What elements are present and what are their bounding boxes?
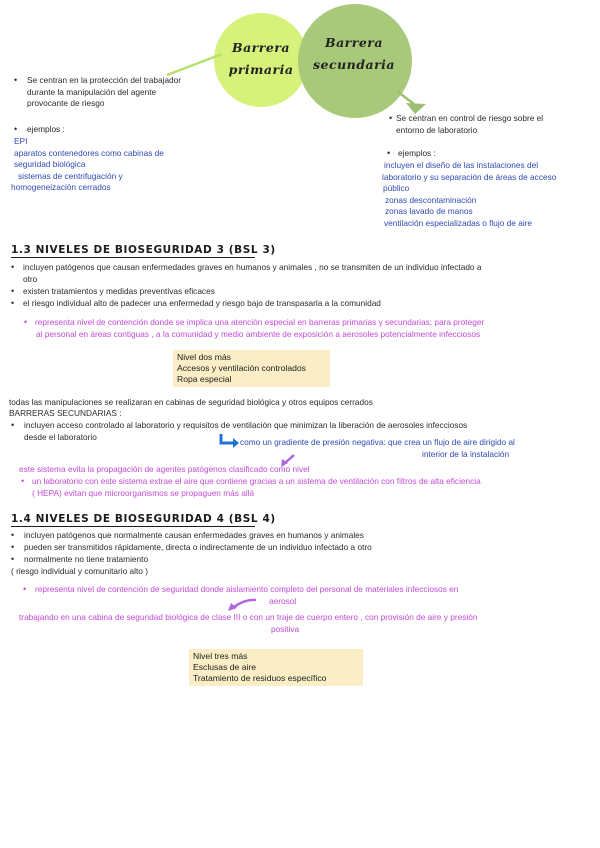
secondary-label-line1: Barrera (325, 35, 383, 50)
box-line: Nivel dos más (177, 352, 231, 362)
bullet-dot: • (11, 298, 15, 308)
bullet-dot: • (11, 286, 15, 296)
secondary-circle-label (306, 32, 402, 76)
bullet-dot: • (11, 554, 15, 564)
box-line: Nivel tres más (193, 651, 248, 661)
example-item: sistemas de centrifugación y (18, 170, 123, 181)
bsl3-pink-bullet-2 (32, 476, 481, 499)
secondary-arrow-line (398, 92, 414, 104)
box-line: Accesos y ventilación controlados (177, 363, 306, 373)
bullet-dot: • (14, 75, 18, 85)
example-item: zonas lavado de manos (385, 206, 473, 217)
bullet-dot: • (11, 262, 15, 272)
secondary-label-line2: secundaria (312, 57, 396, 72)
primary-label-line2: primaria (228, 62, 294, 77)
example-item: aparatos contenedores como cabinas de (14, 147, 164, 158)
bullet-dot: • (24, 317, 28, 327)
text-line: ( HEPA) evitan que microorganismos se propaguen más allá (32, 487, 255, 498)
blue-arrow-icon (218, 433, 240, 449)
example-item: homogeneización cerrados (11, 182, 111, 193)
text-line: interior de la instalación (422, 448, 510, 459)
example-item: EPI (14, 136, 28, 146)
purple-arrow-icon (225, 597, 259, 613)
bsl4-bullet-3: normalmente no tiene tratamiento (24, 554, 149, 564)
example-item: incluyen el diseño de las instalaciones del (384, 160, 539, 170)
text-line: Se centran en control de riesgo sobre el (396, 113, 544, 123)
text-line: incluyen acceso controlado al laboratorio y requisitos de ventilación que minimizan la liberación de aerosoles infecciosos (24, 420, 468, 430)
text-line: trabajando en una cabina de seguridad biológica de clase III o con un traje de cuerpo entero , con provisión de aire y presión (19, 612, 478, 622)
bsl4-risk: ( riesgo individual y comunitario alto ) (11, 566, 148, 576)
bsl3-pink-bullet (35, 317, 484, 340)
bsl3-bullet-1-cont: otro (23, 274, 38, 284)
bsl3-bullet-3: el riesgo individual alto de padecer una enfermedad y riesgo bajo de transpasarla a la comunidad (23, 298, 381, 308)
text-line: Se centran en la protección del trabajador (27, 75, 182, 85)
bsl3-line-a: todas las manipulaciones se realizaran en cabinas de seguridad biológica y otros equipos cerrados (9, 397, 373, 407)
bsl3-summary-box (173, 350, 330, 387)
text-line: aerosol (269, 595, 297, 606)
example-item: público (383, 183, 410, 194)
bsl3-heading-underline (11, 257, 255, 258)
text-line: como un gradiente de presión negativa: que crea un flujo de aire dirigido al (240, 437, 515, 447)
bullet-dot: • (21, 476, 25, 486)
secondary-bullet-text (396, 113, 543, 136)
bsl4-summary-box (189, 649, 363, 686)
bullet-dot: • (387, 148, 391, 158)
text-line: un laboratorio con este sistema extrae el aire que contiene gracias a un sistema de ventilación con filtros de alta eficiencia (32, 476, 481, 486)
bullet-dot: • (23, 584, 27, 594)
bsl4-bullet-1: incluyen patógenos que normalmente causan enfermedades graves en humanos y animales (24, 530, 364, 540)
bsl3-bullet-1: incluyen patógenos que causan enfermedades graves en humanos y animales , no se transmiten de un individuo infectado a (23, 262, 482, 272)
box-line: Esclusas de aire (193, 662, 257, 672)
box-line: Ropa especial (177, 374, 232, 384)
bsl3-line-b: BARRERAS SECUNDARIAS : (9, 408, 122, 418)
box-line: Tratamiento de residuos específico (193, 673, 327, 683)
primary-examples-label: ejemplos : (27, 124, 65, 134)
bullet-dot: • (14, 124, 18, 134)
text-line: representa nivel de contención de seguridad donde aislamiento completo del personal de materiales infecciosos en (35, 584, 459, 594)
primary-label-line1: Barrera (232, 40, 290, 55)
bullet-dot: • (11, 542, 15, 552)
bsl4-pink-line (19, 612, 477, 635)
primary-arrow-line (167, 54, 222, 75)
bsl4-heading: 1.4 NIVELES DE BIOSEGURIDAD 4 (BSL 4) (11, 513, 276, 525)
text-line: entorno de laboratorio (396, 124, 478, 135)
bsl4-heading-underline (11, 526, 255, 527)
bsl3-pink-line: este sistema evita la propagación de agentes patógenos clasificado como nivel (19, 464, 310, 474)
primary-bullet-text (27, 75, 181, 110)
bullet-dot: • (389, 113, 393, 123)
text-line: desde el laboratorio (24, 431, 97, 442)
text-line: al personal en áreas contiguas , a la comunidad y medio ambiente de exposición a aerosoles potencialmente infecciosos (36, 328, 481, 339)
bullet-dot: • (11, 420, 15, 430)
example-item: ventilación especializadas o flujo de aire (384, 217, 533, 228)
text-line: positiva (271, 623, 300, 634)
secondary-examples-label: ejemplos : (398, 148, 436, 158)
primary-circle-label (219, 37, 303, 81)
bsl3-bullet-2: existen tratamientos y medidas preventivas eficaces (23, 286, 215, 296)
text-line: durante la manipulación del agente (27, 86, 157, 97)
example-item: laboratorio y su separación de áreas de acceso (382, 171, 557, 182)
primary-examples-list (11, 136, 164, 194)
text-line: representa nivel de contención donde se implica una atención especial en barreras primarias y secundarias; para proteger (35, 317, 485, 327)
bullet-dot: • (11, 530, 15, 540)
example-item: seguridad biológica (14, 159, 86, 170)
secondary-examples-list (383, 160, 556, 230)
bsl4-bullet-2: pueden ser transmitidos rápidamente, directa o indirectamente de un individuo infectado a otro (24, 542, 372, 552)
example-item: zonas descontaminación (385, 194, 477, 205)
bsl3-heading: 1.3 NIVELES DE BIOSEGURIDAD 3 (BSL 3) (11, 244, 276, 256)
text-line: provocante de riesgo (27, 98, 105, 109)
